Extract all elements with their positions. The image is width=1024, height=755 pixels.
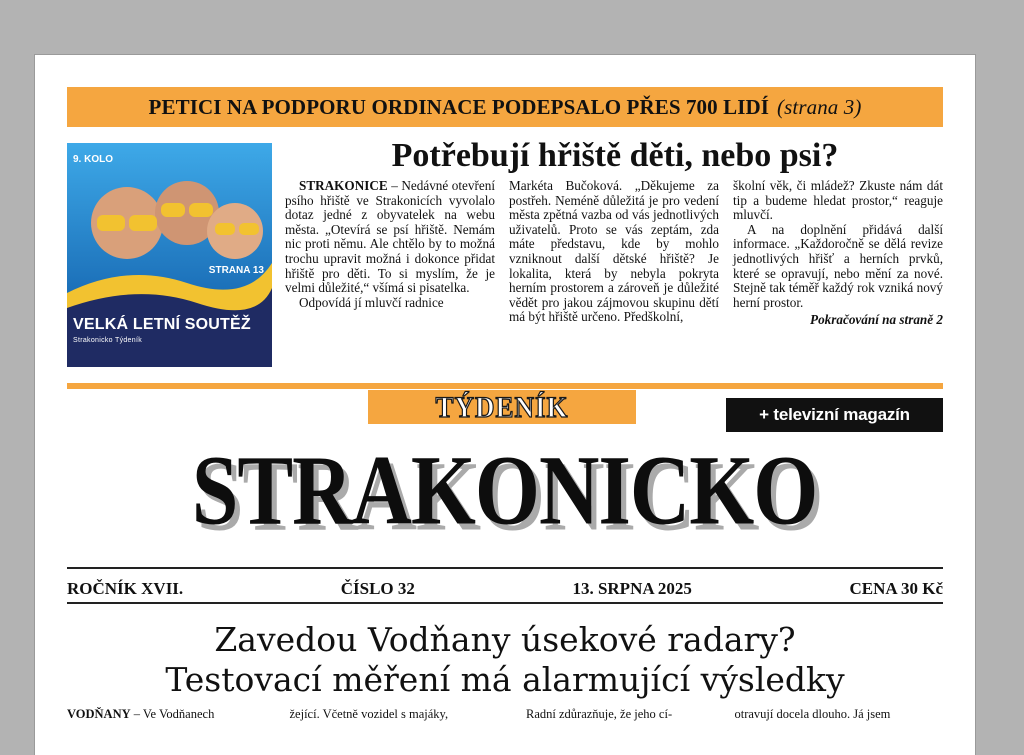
lead-article-body [67, 707, 943, 721]
lead-article-column-1 [67, 707, 276, 721]
article-column-2 [509, 179, 719, 328]
masthead-logo [35, 433, 975, 546]
article-text: – Nedávné otevření psího hřiště ve Strakonicích vyvolalo dotaz jedné z obyvatelek na webu města. „Otevírá se psí hřiště. Nemám nic proti němu. Ale chtělo by to možná trochu upravit možná i dokonce přidat hřiště pro děti. To si myslím, že je velmi důležité,“ všímá si pisatelka. [285, 178, 495, 296]
article-text: Radní zdůrazňuje, že jeho cí- [526, 707, 673, 721]
article-text: Markéta Bučoková. „Děkujeme za postřeh. Neméně důležitá je pro vedení města zpětná vazba od vás jednotlivých uživatelů. Proto se vás zeptám, zda máte představu, kde by mohlo vzniknout další dětské hřiště? Je lokalita, která by nebyla pokryta herním prostorem a zároveň je důležité vědět pro jakou zájmovou skupinu dětí má být hřiště určeno. Předškolní, [509, 178, 719, 325]
banner-title: PETICI NA PODPORU ORDINACE PODEPSALO PŘES 700 LIDÍ [148, 94, 770, 119]
article-text: – Ve Vodňanech [130, 707, 215, 721]
article-text: A na doplnění přidává další informace. „Každoročně se dělá revize jednotlivých hřišť a herních prvků, které se opravují, nebo mění za nové. Stejně tak téměř každý rok vzniká nový herní prostor. [733, 221, 943, 310]
lead-article-column-2 [290, 707, 499, 721]
issue-info-line [67, 579, 943, 599]
article-text: žející. Včetně vozidel s majáky, [289, 707, 449, 721]
article-text: otravují docela dlouho. Já jsem [734, 707, 891, 721]
issue-number: ČÍSLO 32 [340, 579, 415, 598]
issue-date: 13. SRPNA 2025 [572, 579, 692, 598]
article-headline[interactable]: Potřebují hřiště děti, nebo psi? [391, 137, 839, 174]
lead-article-dateline: VODŇANY [67, 707, 131, 721]
lead-article-column-3 [512, 707, 721, 721]
headline-line-2: Testovací měření má alarmující výsledky [165, 660, 845, 699]
lead-article-headline[interactable] [67, 620, 943, 700]
divider [67, 602, 943, 604]
promo-round-label: 9. KOLO [73, 154, 114, 165]
newspaper-page [35, 55, 975, 755]
article-dateline: STRAKONICE [299, 178, 388, 193]
article-text: školní věk, či mládež? Zkuste nám dát tip a budeme hledat prostor,“ reaguje mluvčí. [733, 178, 943, 223]
article-column-3 [733, 179, 943, 328]
article-text: Odpovídá jí mluvčí radnice [299, 294, 444, 310]
issue-volume: ROČNÍK XVII. [67, 579, 184, 598]
continued-link[interactable]: Pokračování na straně 2 [810, 312, 943, 328]
orange-divider [67, 383, 943, 389]
tydenik-label-box [368, 390, 636, 424]
tv-magazine-badge[interactable] [726, 398, 943, 432]
banner-page-ref: (strana 3) [777, 94, 862, 119]
tydenik-label: TÝDENÍK [435, 389, 569, 423]
contest-promo-image[interactable] [67, 143, 272, 367]
promo-subtitle: Strakonicko Týdeník [73, 337, 142, 344]
promo-page-label: STRANA 13 [208, 265, 264, 276]
tv-magazine-label: + televizní magazín [759, 405, 910, 424]
masthead-title: STRAKONICKO [192, 434, 818, 546]
headline-line-1: Zavedou Vodňany úsekové radary? [214, 620, 796, 659]
promo-title: VELKÁ LETNÍ SOUTĚŽ [73, 316, 251, 333]
divider [67, 567, 943, 569]
issue-price: CENA 30 Kč [849, 579, 943, 598]
article-column-1 [285, 179, 495, 328]
top-banner[interactable] [67, 87, 943, 127]
lead-article-column-4 [735, 707, 944, 721]
article-body [285, 179, 943, 328]
